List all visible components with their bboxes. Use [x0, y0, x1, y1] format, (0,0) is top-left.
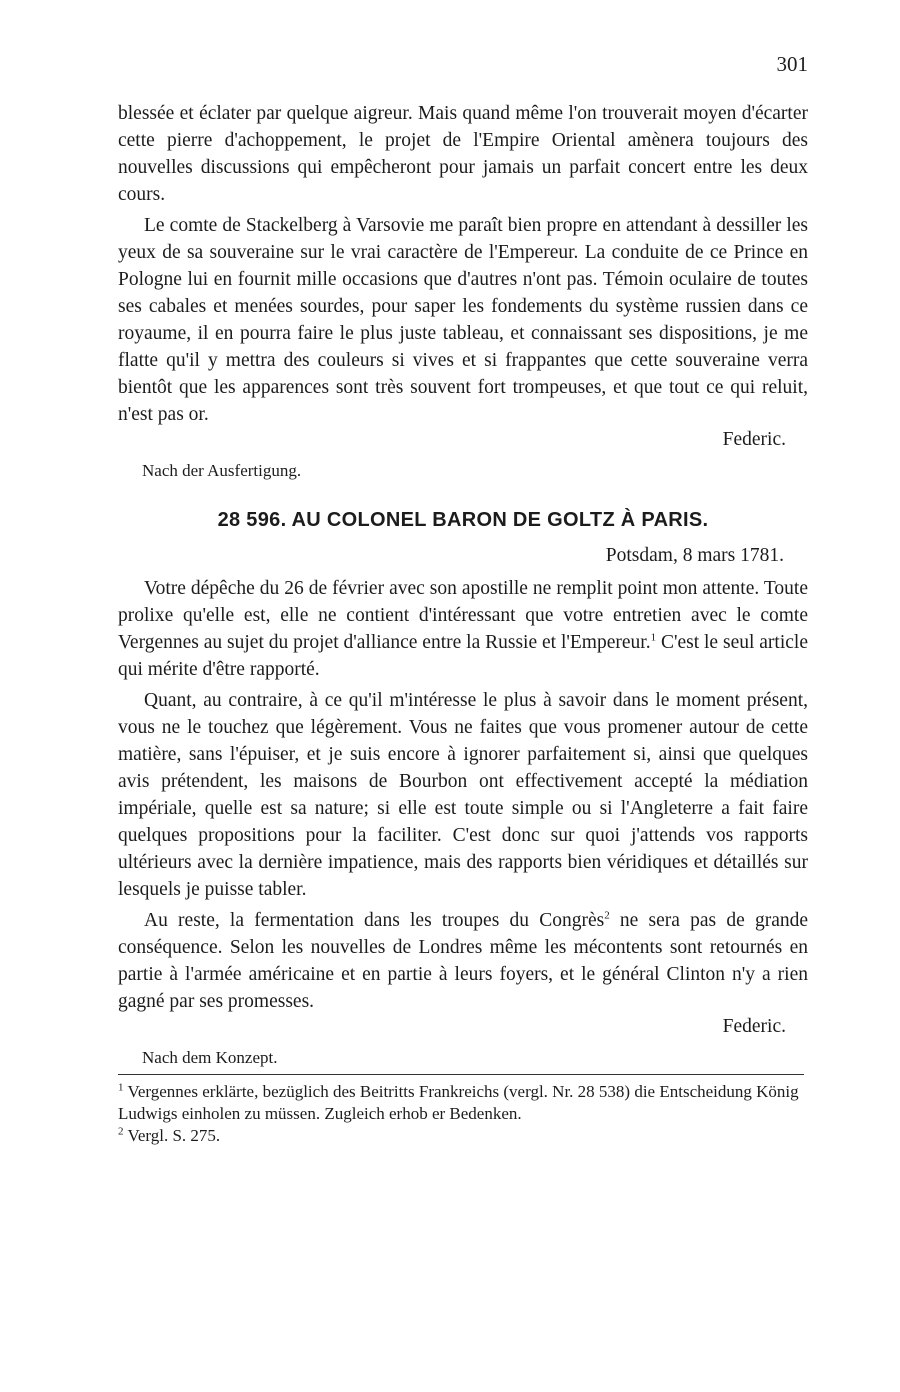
letter-dateline: Potsdam, 8 mars 1781. — [605, 545, 784, 566]
paragraph-text: C'est le seul article qui mérite d'être rapporté. — [118, 632, 808, 680]
paragraph-text: Au reste, la fermentation dans les troupes du Congrès — [144, 910, 605, 931]
source-note: Nach dem Konzept. — [142, 1048, 278, 1067]
footnote-mark: 2 — [118, 1125, 124, 1138]
signature: Federic. — [722, 1016, 786, 1037]
letter-paragraph-2: Quant, au contraire, à ce qu'il m'intéresse le plus à savoir dans le moment présent, vous ne le touchez que légèrement. Vous ne faites que vous promener autour de cette matière, sans l'épuiser, et je suis encore à ignorer parfaitement si, ainsi que quelques avis prétendent, les maisons de Bourbon ont effectivement accepté la médiation impériale, quelle est sa nature; si elle est toute simple ou si l'Angleterre a fait faire quelques propositions pour la faciliter. C'est donc sur quoi j'attends vos rapports ultérieurs avec la dernière impatience, mais des rapports bien véridiques et détaillés sur lesquels je puisse tabler. — [118, 690, 808, 900]
footnote-text: Vergennes erklärte, bezüglich des Beitritts Frankreichs (vergl. Nr. 28 538) die Entscheidung König Ludwigs einholen zu müssen. Zugleich erhob er Bedenken. — [118, 1082, 799, 1123]
footnote-reference: 1 — [650, 631, 657, 644]
paragraph-text: Votre dépêche du 26 de février avec son apostille ne remplit point mon attente. Toute prolixe qu'elle est, elle ne contient d'intéressant que votre entretien avec le comte Vergennes au sujet du projet d'alliance entre la Russie et l'Empereur. — [118, 578, 808, 653]
continued-paragraph: blessée et éclater par quelque aigreur. Mais quand même l'on trouverait moyen d'écarter cette pierre d'achoppement, le projet de l'Empire Oriental amènera toujours des nouvelles discussions qui empêcheront pour jamais un parfait concert entre les deux cours. — [118, 103, 808, 205]
footnote — [118, 1125, 808, 1147]
letter-heading: 28 596. AU COLONEL BARON DE GOLTZ À PARIS. — [217, 509, 709, 531]
footnote-reference: 2 — [604, 909, 610, 922]
source-note: Nach der Ausfertigung. — [142, 461, 302, 480]
footnote-rule — [118, 1074, 804, 1075]
continued-letter — [118, 100, 808, 1147]
signature: Federic. — [722, 429, 786, 450]
letter-paragraph-1 — [118, 575, 808, 683]
footnotes — [118, 1081, 808, 1147]
footnote-text: Vergl. S. 275. — [127, 1126, 221, 1145]
page-number: 301 — [776, 52, 808, 76]
letter-paragraph-3 — [118, 907, 808, 1015]
footnote-mark: 1 — [118, 1081, 124, 1094]
stackelberg-paragraph: Le comte de Stackelberg à Varsovie me paraît bien propre en attendant à dessiller les yeux de sa souveraine sur le vrai caractère de l'Empereur. La conduite de ce Prince en Pologne lui en fournit mille occasions que d'autres n'ont pas. Témoin oculaire de toutes ses cabales et menées sourdes, pour saper les fondements du système russien dans ce royaume, il en pourra faire le plus juste tableau, et connaissant ses dispositions, je me flatte qu'il y mettra des couleurs si vives et si frappantes que cette souveraine verra bientôt que les apparences sont très souvent fort trompeuses, et que tout ce qui reluit, n'est pas or. — [118, 215, 808, 425]
paragraph-text: ne sera pas de grande conséquence. Selon les nouvelles de Londres même les mécontents sont retournés en partie à l'armée américaine et en partie à leurs foyers, et le général Clinton n'y a rien gagné par ses promesses. — [118, 910, 808, 1012]
footnote — [118, 1081, 808, 1125]
